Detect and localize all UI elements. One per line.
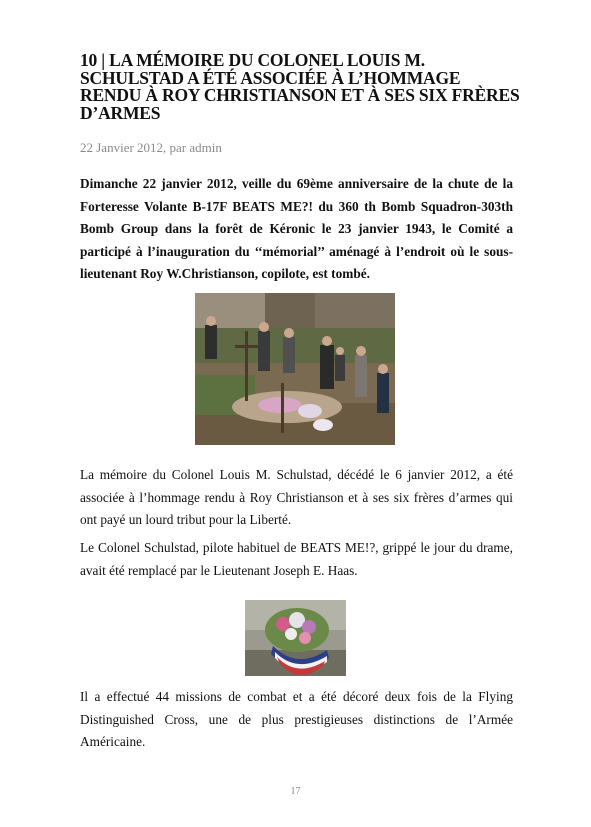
article-paragraph: La mémoire du Colonel Louis M. Schulstad, décédé le 6 janvier 2012, a été associée à l’hommage rendu à Roy Christianson et à ses six frères d’armes qui ont payé un lourd tribut pour la Liberté. [80, 467, 513, 527]
page-number: 17 [290, 786, 301, 797]
article-byline: 22 Janvier 2012, par admin [80, 140, 222, 155]
article-lead-paragraph: Dimanche 22 janvier 2012, veille du 69ème anniversaire de la chute de la Forteresse Volante B-17F BEATS ME?! du 360 th Bomb Squadron-303th Bomb Group dans la forêt de Kéronic le 23 janvier 1943, le Comité a participé à l’inauguration du ‘‘mémorial’’ aménagé à l’endroit où le sous-lieutenant Roy W.Christianson, copilote, est tombé. [80, 176, 513, 281]
article-paragraph: Il a effectué 44 missions de combat et a été décoré deux fois de la Flying Distinguished Cross, une de plus prestigieuses distinctions de l’Armée Américaine. [80, 689, 513, 749]
article-paragraph: Le Colonel Schulstad, pilote habituel de BEATS ME!?, grippé le jour du drame, avait été remplacé par le Lieutenant Joseph E. Haas. [80, 540, 513, 578]
memorial-ceremony-photo [195, 293, 395, 445]
article-title: 10 | LA MÉMOIRE DU COLONEL LOUIS M. SCHULSTAD A ÉTÉ ASSOCIÉE À L’HOMMAGE RENDU À ROY CHRISTIANSON ET À SES SIX FRÈRES D’ARMES [80, 50, 520, 123]
flower-wreath-photo [245, 600, 346, 676]
